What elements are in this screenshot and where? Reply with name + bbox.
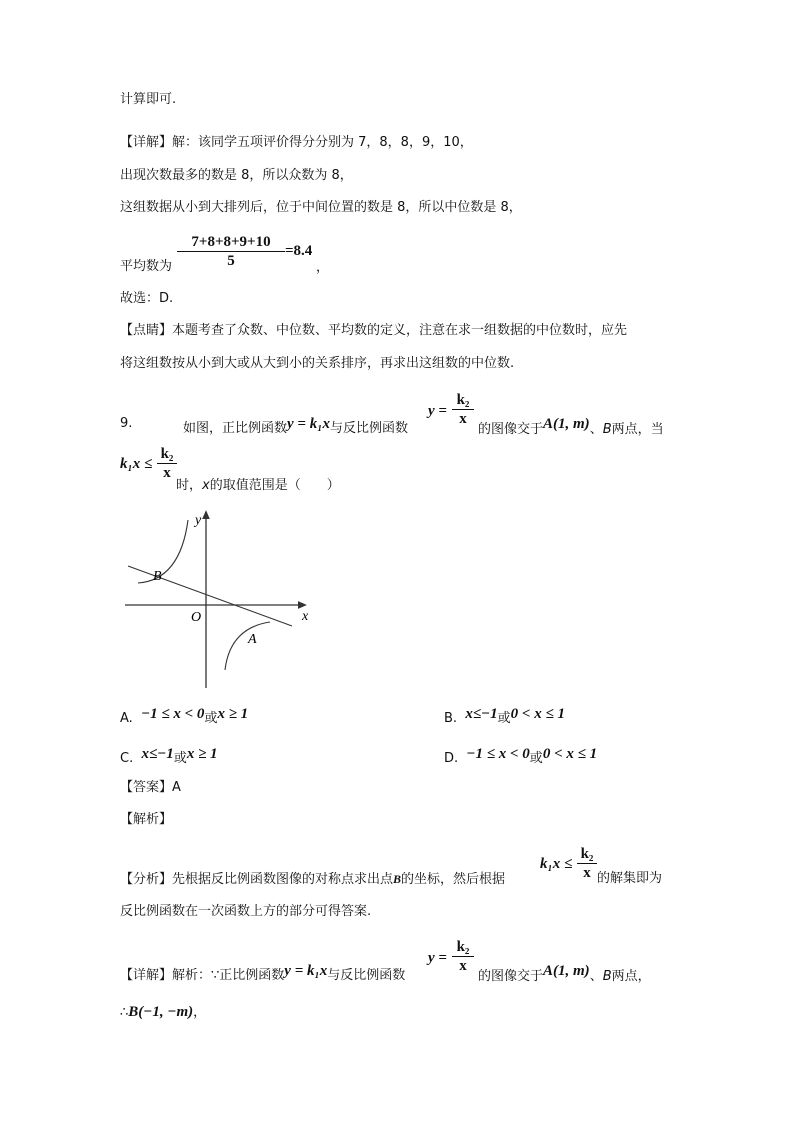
fraction-k2-x [157,446,177,482]
fraction-numerator: 7+8+8+9+10 [177,234,285,252]
fraction-k2-x [577,846,597,882]
text: 或 [173,751,187,766]
text-line: 出现次数最多的数是 8，所以众数为 8， [120,168,353,183]
numerator: k₂ [452,939,474,957]
denominator: x [459,958,467,974]
math: x ≥ 1 [186,746,218,762]
math: k₁x ≤ [540,856,573,872]
math: x≤−1 [465,706,498,722]
text: 、 [589,422,603,437]
denominator: x [583,865,591,881]
math: A(1, m) [543,963,590,979]
text-line: 将这组数按从小到大或从大到小的关系排序，再求出这组数的中位数. [120,356,515,371]
text: 【详解】解析：∵正比例函数 [120,968,285,983]
text: 与反比例函数 [329,421,408,436]
text: 或 [204,711,218,726]
text: B [602,969,612,984]
text: 如图，正比例函数 [183,421,288,436]
math: x ≥ 1 [217,706,249,722]
denominator: x [459,411,467,427]
text: 或 [529,751,543,766]
math: A(1, m) [543,416,590,432]
therefore-symbol: ∴ [120,1005,129,1020]
option-label: D. [444,751,459,766]
text: 的坐标，然后根据 [401,872,506,887]
option-label: B. [444,711,458,726]
text-line: 计算即可. [120,92,177,107]
text: 时， [176,478,203,493]
option-a[interactable] [120,706,248,727]
numerator: k₂ [577,846,597,864]
x-label: x [302,609,309,624]
detail-text [478,963,651,985]
option-label: A. [120,711,133,726]
mean-result: =8.4 [285,243,313,259]
math: y = k₁x [287,416,330,432]
text: 或 [497,711,511,726]
numerator: k₂ [452,392,474,410]
y-label: y [195,513,202,528]
text: 【分析】先根据反比例函数图像的对称点求出点 [120,872,394,887]
fraction-k2-x [452,939,474,975]
math: −1 ≤ x < 0 [141,706,205,722]
math: B(−1, −m) [128,1004,194,1020]
analysis-text: 的解集即为 [597,871,663,886]
math: y = [428,950,447,966]
origin-label: O [191,610,202,625]
math: x≤−1 [141,746,174,762]
text-line: 故选：D. [120,291,174,306]
math: 0 < x ≤ 1 [510,706,565,722]
answer: 【答案】A [120,780,181,795]
comma: ， [316,260,330,275]
detail-text [120,1004,206,1021]
math: y = k₁x [284,963,328,979]
fraction-k2-x [452,392,474,428]
question-number: 9. [120,416,133,431]
text: 两点，当 [611,422,664,437]
text-line: 【点睛】本题考查了众数、中位数、平均数的定义，注意在求一组数据的中位数时，应先 [120,323,628,338]
text: ， [193,1005,207,1020]
analysis-heading: 【解析】 [120,812,173,827]
analysis-text [120,871,505,888]
denominator: x [163,465,171,481]
fraction-denominator: 5 [227,253,235,269]
option-b[interactable] [444,706,565,727]
text: 的取值范围是（ ） [209,478,340,493]
analysis-text: 反比例函数在一次函数上方的部分可得答案. [120,904,372,919]
text: B [602,422,612,437]
detail-text [120,963,405,984]
mean-fraction [177,234,285,270]
function-graph [120,500,320,695]
text-line: 【详解】解：该同学五项评价得分分别为 7，8，8，9，10， [120,135,473,150]
point-b-label: B [153,569,162,584]
math: −1 ≤ x < 0 [466,746,530,762]
text: 与反比例函数 [327,968,406,983]
question-text [176,478,340,494]
text: 的图像交于 [478,969,544,984]
option-label: C. [120,751,134,766]
numerator: k₂ [157,446,177,464]
point-a-label: A [248,632,257,647]
hyperbola-branch-left [138,520,188,583]
math: k₁x ≤ [120,456,153,472]
text: 、 [589,969,603,984]
text: 两点， [611,969,651,984]
option-d[interactable] [444,746,597,767]
math: B [393,872,402,886]
text: x [202,478,210,493]
question-text [478,416,664,438]
text: 的图像交于 [478,422,544,437]
math: y = [428,403,447,419]
question-text [183,416,408,437]
text-line: 平均数为 [120,259,173,274]
math: 0 < x ≤ 1 [542,746,598,762]
text-line: 这组数据从小到大排列后，位于中间位置的数是 8，所以中位数是 8， [120,200,522,215]
option-c[interactable] [120,746,218,767]
